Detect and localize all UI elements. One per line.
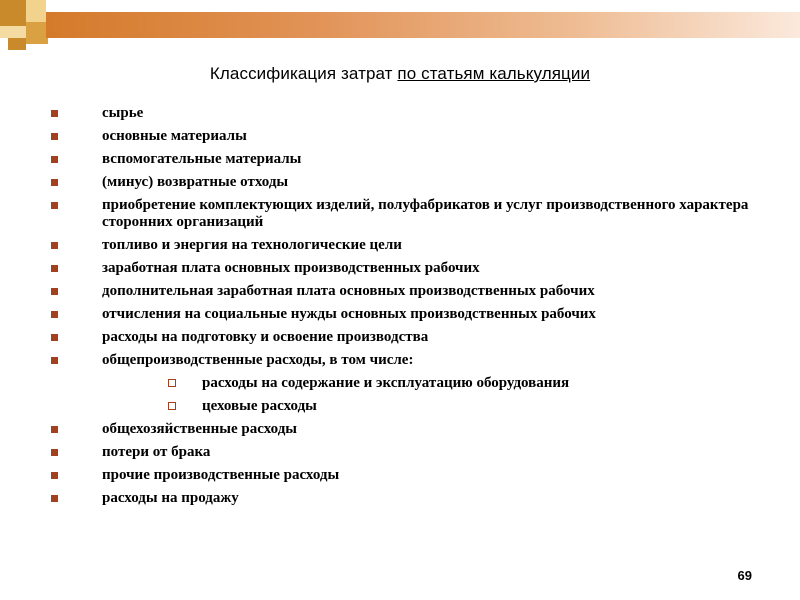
decor-square <box>8 38 26 50</box>
slide-title <box>0 64 800 84</box>
list-item <box>40 329 780 346</box>
list-item <box>40 197 780 231</box>
list-item <box>40 237 780 254</box>
list-item <box>40 260 780 277</box>
list-item <box>40 306 780 323</box>
list-item-label: дополнительная заработная плата основных производственных рабочих <box>102 283 595 299</box>
list-item-label: вспомогательные материалы <box>102 151 302 167</box>
list-item-label: отчисления на социальные нужды основных производственных рабочих <box>102 306 596 322</box>
list-item <box>40 283 780 300</box>
sub-list-item <box>40 398 780 415</box>
list-item-label: прочие производственные расходы <box>102 467 340 483</box>
sub-list-item-label: цеховые расходы <box>202 398 317 414</box>
hollow-square-bullet-icon <box>168 379 176 387</box>
square-bullet-icon <box>51 288 58 295</box>
list-item-label: общехозяйственные расходы <box>102 421 298 437</box>
list-item-label: потери от брака <box>102 444 211 460</box>
square-bullet-icon <box>51 449 58 456</box>
cost-items-list <box>40 105 780 513</box>
square-bullet-icon <box>51 426 58 433</box>
list-item <box>40 352 780 369</box>
square-bullet-icon <box>51 179 58 186</box>
list-item-label: основные материалы <box>102 128 247 144</box>
square-bullet-icon <box>51 334 58 341</box>
list-item-label: сырье <box>102 105 144 121</box>
list-item <box>40 105 780 122</box>
sub-list-item-label: расходы на содержание и эксплуатацию оборудования <box>202 375 570 391</box>
square-bullet-icon <box>51 311 58 318</box>
square-bullet-icon <box>51 265 58 272</box>
list-item-label: топливо и энергия на технологические цели <box>102 237 402 253</box>
list-item <box>40 421 780 438</box>
decor-square <box>26 0 46 22</box>
header-gradient-bar <box>46 12 800 38</box>
square-bullet-icon <box>51 133 58 140</box>
square-bullet-icon <box>51 495 58 502</box>
square-bullet-icon <box>51 472 58 479</box>
list-item-label: расходы на продажу <box>102 490 239 506</box>
list-item <box>40 174 780 191</box>
square-bullet-icon <box>51 242 58 249</box>
title-underlined: по статьям калькуляции <box>397 64 591 83</box>
list-item <box>40 490 780 507</box>
decor-square <box>0 26 26 38</box>
list-item-label: приобретение комплектующих изделий, полуфабрикатов и услуг производственного характера сторонних организаций <box>102 197 749 230</box>
list-item <box>40 128 780 145</box>
list-item-label: общепроизводственные расходы, в том числе: <box>102 352 414 368</box>
list-item-label: (минус) возвратные отходы <box>102 174 289 190</box>
decor-square <box>0 0 26 26</box>
decor-square <box>26 22 48 44</box>
list-item <box>40 151 780 168</box>
list-item-label: заработная плата основных производственных рабочих <box>102 260 480 276</box>
sub-list-item <box>40 375 780 392</box>
square-bullet-icon <box>51 357 58 364</box>
square-bullet-icon <box>51 110 58 117</box>
title-prefix: Классификация затрат <box>209 64 398 83</box>
list-item <box>40 467 780 484</box>
hollow-square-bullet-icon <box>168 402 176 410</box>
list-item <box>40 444 780 461</box>
square-bullet-icon <box>51 156 58 163</box>
square-bullet-icon <box>51 202 58 209</box>
page-number: 69 <box>737 568 752 583</box>
list-item-label: расходы на подготовку и освоение производства <box>102 329 429 345</box>
